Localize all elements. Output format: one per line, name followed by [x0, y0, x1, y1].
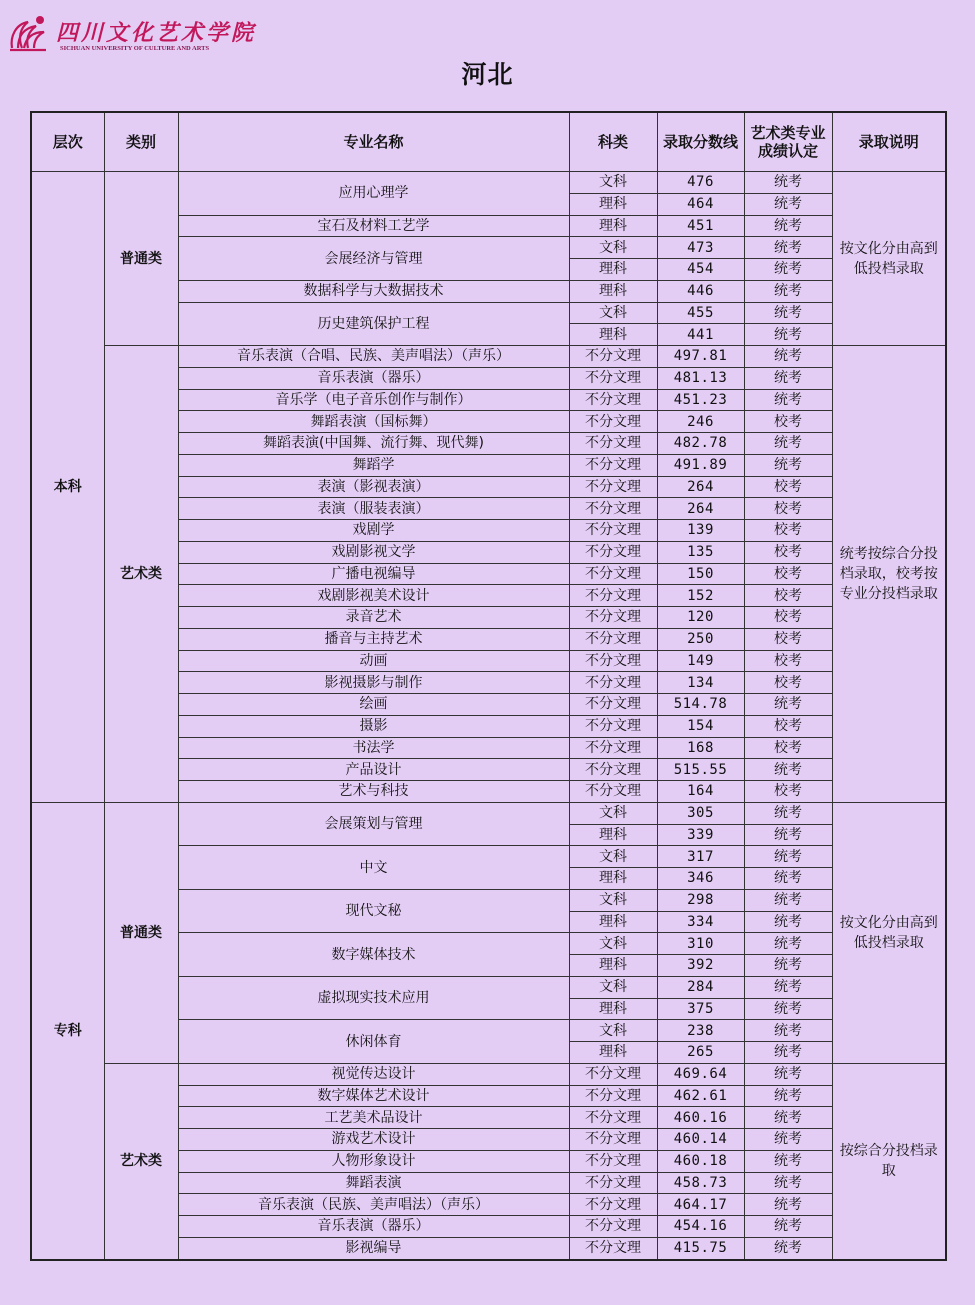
score-cell: 451 [657, 215, 744, 237]
major-name-cell: 会展策划与管理 [178, 802, 569, 846]
subject-type-cell: 不分文理 [569, 628, 657, 650]
major-name-cell: 舞蹈学 [178, 454, 569, 476]
major-name-cell: 动画 [178, 650, 569, 672]
certification-cell: 统考 [744, 1085, 832, 1107]
score-cell: 491.89 [657, 454, 744, 476]
certification-cell: 统考 [744, 846, 832, 868]
subject-type-cell: 不分文理 [569, 1194, 657, 1216]
score-cell: 462.61 [657, 1085, 744, 1107]
subject-type-cell: 理科 [569, 1042, 657, 1064]
score-cell: 135 [657, 541, 744, 563]
major-name-cell: 游戏艺术设计 [178, 1129, 569, 1151]
certification-cell: 统考 [744, 976, 832, 998]
certification-cell: 统考 [744, 215, 832, 237]
major-name-cell: 宝石及材料工艺学 [178, 215, 569, 237]
certification-cell: 统考 [744, 259, 832, 281]
certification-cell: 统考 [744, 1237, 832, 1259]
certification-cell: 校考 [744, 411, 832, 433]
category-cell: 艺术类 [104, 1063, 178, 1259]
score-cell: 451.23 [657, 389, 744, 411]
column-header: 录取分数线 [657, 112, 744, 172]
certification-cell: 统考 [744, 1194, 832, 1216]
certification-cell: 统考 [744, 998, 832, 1020]
score-cell: 339 [657, 824, 744, 846]
major-name-cell: 工艺美术品设计 [178, 1107, 569, 1129]
major-name-cell: 艺术与科技 [178, 781, 569, 803]
certification-cell: 统考 [744, 824, 832, 846]
major-name-cell: 现代文秘 [178, 889, 569, 933]
subject-type-cell: 不分文理 [569, 498, 657, 520]
certification-cell: 统考 [744, 1216, 832, 1238]
major-name-cell: 休闲体育 [178, 1020, 569, 1064]
school-name: 四川文化艺术学院 [56, 20, 257, 46]
score-cell: 154 [657, 715, 744, 737]
score-cell: 481.13 [657, 367, 744, 389]
major-name-cell: 音乐表演（器乐） [178, 367, 569, 389]
admission-note-cell: 统考按综合分投档录取，校考按专业分投档录取 [832, 346, 946, 803]
school-name-en: SICHUAN UNIVERSITY OF CULTURE AND ARTS [60, 45, 210, 52]
score-cell: 514.78 [657, 694, 744, 716]
certification-cell: 统考 [744, 433, 832, 455]
score-cell: 515.55 [657, 759, 744, 781]
certification-cell: 统考 [744, 172, 832, 194]
score-cell: 460.14 [657, 1129, 744, 1151]
table-row [31, 1063, 946, 1085]
subject-type-cell: 不分文理 [569, 607, 657, 629]
column-header: 层次 [31, 112, 104, 172]
subject-type-cell: 理科 [569, 998, 657, 1020]
subject-type-cell: 不分文理 [569, 563, 657, 585]
certification-cell: 统考 [744, 868, 832, 890]
certification-cell: 统考 [744, 911, 832, 933]
score-cell: 446 [657, 280, 744, 302]
score-cell: 464.17 [657, 1194, 744, 1216]
subject-type-cell: 理科 [569, 215, 657, 237]
certification-cell: 统考 [744, 302, 832, 324]
subject-type-cell: 不分文理 [569, 367, 657, 389]
major-name-cell: 数字媒体技术 [178, 933, 569, 977]
certification-cell: 统考 [744, 1129, 832, 1151]
column-header: 类别 [104, 112, 178, 172]
admission-note-cell: 按文化分由高到低投档录取 [832, 802, 946, 1063]
subject-type-cell: 不分文理 [569, 1216, 657, 1238]
score-cell: 334 [657, 911, 744, 933]
certification-cell: 校考 [744, 563, 832, 585]
certification-cell: 校考 [744, 607, 832, 629]
major-name-cell: 表演（影视表演） [178, 476, 569, 498]
subject-type-cell: 不分文理 [569, 1150, 657, 1172]
subject-type-cell: 不分文理 [569, 411, 657, 433]
certification-cell: 统考 [744, 389, 832, 411]
score-cell: 346 [657, 868, 744, 890]
score-cell: 284 [657, 976, 744, 998]
level-cell: 专科 [31, 802, 104, 1259]
category-cell: 普通类 [104, 802, 178, 1063]
major-name-cell: 舞蹈表演(中国舞、流行舞、现代舞) [178, 433, 569, 455]
subject-type-cell: 不分文理 [569, 476, 657, 498]
major-name-cell: 录音艺术 [178, 607, 569, 629]
major-name-cell: 舞蹈表演 [178, 1172, 569, 1194]
subject-type-cell: 不分文理 [569, 585, 657, 607]
subject-type-cell: 文科 [569, 237, 657, 259]
score-cell: 497.81 [657, 346, 744, 368]
certification-cell: 校考 [744, 498, 832, 520]
subject-type-cell: 不分文理 [569, 541, 657, 563]
column-header: 录取说明 [832, 112, 946, 172]
subject-type-cell: 不分文理 [569, 737, 657, 759]
subject-type-cell: 不分文理 [569, 650, 657, 672]
major-name-cell: 虚拟现实技术应用 [178, 976, 569, 1020]
score-cell: 441 [657, 324, 744, 346]
subject-type-cell: 不分文理 [569, 759, 657, 781]
subject-type-cell: 不分文理 [569, 1129, 657, 1151]
score-cell: 152 [657, 585, 744, 607]
subject-type-cell: 不分文理 [569, 1063, 657, 1085]
column-header: 艺术类专业成绩认定 [744, 112, 832, 172]
score-cell: 310 [657, 933, 744, 955]
score-cell: 454.16 [657, 1216, 744, 1238]
certification-cell: 校考 [744, 476, 832, 498]
page-title: 河北 [461, 60, 514, 89]
certification-cell: 统考 [744, 346, 832, 368]
major-name-cell: 人物形象设计 [178, 1150, 569, 1172]
score-cell: 476 [657, 172, 744, 194]
school-logo [6, 8, 257, 56]
subject-type-cell: 不分文理 [569, 433, 657, 455]
certification-cell: 校考 [744, 737, 832, 759]
certification-cell: 统考 [744, 933, 832, 955]
score-cell: 317 [657, 846, 744, 868]
subject-type-cell: 不分文理 [569, 520, 657, 542]
major-name-cell: 音乐表演（民族、美声唱法）（声乐） [178, 1194, 569, 1216]
major-name-cell: 舞蹈表演（国标舞） [178, 411, 569, 433]
subject-type-cell: 不分文理 [569, 1107, 657, 1129]
subject-type-cell: 不分文理 [569, 715, 657, 737]
score-cell: 454 [657, 259, 744, 281]
certification-cell: 校考 [744, 650, 832, 672]
subject-type-cell: 理科 [569, 193, 657, 215]
score-cell: 415.75 [657, 1237, 744, 1259]
subject-type-cell: 不分文理 [569, 389, 657, 411]
major-name-cell: 会展经济与管理 [178, 237, 569, 281]
major-name-cell: 影视摄影与制作 [178, 672, 569, 694]
score-cell: 264 [657, 498, 744, 520]
major-name-cell: 历史建筑保护工程 [178, 302, 569, 346]
major-name-cell: 音乐学（电子音乐创作与制作） [178, 389, 569, 411]
subject-type-cell: 文科 [569, 172, 657, 194]
subject-type-cell: 理科 [569, 868, 657, 890]
major-name-cell: 广播电视编导 [178, 563, 569, 585]
subject-type-cell: 不分文理 [569, 454, 657, 476]
certification-cell: 统考 [744, 454, 832, 476]
major-name-cell: 戏剧学 [178, 520, 569, 542]
certification-cell: 统考 [744, 802, 832, 824]
certification-cell: 统考 [744, 324, 832, 346]
major-name-cell: 绘画 [178, 694, 569, 716]
major-name-cell: 应用心理学 [178, 172, 569, 216]
subject-type-cell: 文科 [569, 1020, 657, 1042]
table-row [31, 802, 946, 824]
column-header: 科类 [569, 112, 657, 172]
certification-cell: 统考 [744, 694, 832, 716]
table-row [31, 346, 946, 368]
major-name-cell: 播音与主持艺术 [178, 628, 569, 650]
score-cell: 460.16 [657, 1107, 744, 1129]
certification-cell: 校考 [744, 672, 832, 694]
score-cell: 464 [657, 193, 744, 215]
major-name-cell: 音乐表演（合唱、民族、美声唱法）（声乐） [178, 346, 569, 368]
major-name-cell: 视觉传达设计 [178, 1063, 569, 1085]
certification-cell: 统考 [744, 237, 832, 259]
score-cell: 473 [657, 237, 744, 259]
score-cell: 469.64 [657, 1063, 744, 1085]
table-row [31, 172, 946, 194]
subject-type-cell: 文科 [569, 302, 657, 324]
score-cell: 139 [657, 520, 744, 542]
subject-type-cell: 理科 [569, 824, 657, 846]
subject-type-cell: 文科 [569, 846, 657, 868]
score-cell: 246 [657, 411, 744, 433]
certification-cell: 校考 [744, 781, 832, 803]
subject-type-cell: 不分文理 [569, 346, 657, 368]
table-header-row [31, 112, 946, 172]
subject-type-cell: 不分文理 [569, 672, 657, 694]
score-cell: 482.78 [657, 433, 744, 455]
certification-cell: 统考 [744, 1063, 832, 1085]
subject-type-cell: 文科 [569, 933, 657, 955]
subject-type-cell: 不分文理 [569, 781, 657, 803]
score-cell: 265 [657, 1042, 744, 1064]
major-name-cell: 戏剧影视美术设计 [178, 585, 569, 607]
admission-score-table [30, 111, 947, 1261]
score-cell: 149 [657, 650, 744, 672]
subject-type-cell: 文科 [569, 802, 657, 824]
major-name-cell: 书法学 [178, 737, 569, 759]
subject-type-cell: 理科 [569, 955, 657, 977]
certification-cell: 校考 [744, 585, 832, 607]
certification-cell: 校考 [744, 520, 832, 542]
certification-cell: 统考 [744, 367, 832, 389]
score-cell: 250 [657, 628, 744, 650]
score-cell: 168 [657, 737, 744, 759]
major-name-cell: 戏剧影视文学 [178, 541, 569, 563]
score-cell: 150 [657, 563, 744, 585]
score-cell: 460.18 [657, 1150, 744, 1172]
subject-type-cell: 理科 [569, 324, 657, 346]
column-header: 专业名称 [178, 112, 569, 172]
subject-type-cell: 文科 [569, 889, 657, 911]
subject-type-cell: 不分文理 [569, 1172, 657, 1194]
certification-cell: 统考 [744, 759, 832, 781]
subject-type-cell: 文科 [569, 976, 657, 998]
score-cell: 305 [657, 802, 744, 824]
major-name-cell: 摄影 [178, 715, 569, 737]
score-cell: 164 [657, 781, 744, 803]
major-name-cell: 影视编导 [178, 1237, 569, 1259]
certification-cell: 校考 [744, 715, 832, 737]
major-name-cell: 数据科学与大数据技术 [178, 280, 569, 302]
level-cell: 本科 [31, 172, 104, 803]
admission-note-cell: 按文化分由高到低投档录取 [832, 172, 946, 346]
score-cell: 455 [657, 302, 744, 324]
score-cell: 298 [657, 889, 744, 911]
certification-cell: 统考 [744, 280, 832, 302]
certification-cell: 统考 [744, 1107, 832, 1129]
score-cell: 458.73 [657, 1172, 744, 1194]
subject-type-cell: 理科 [569, 280, 657, 302]
certification-cell: 统考 [744, 1020, 832, 1042]
score-cell: 392 [657, 955, 744, 977]
major-name-cell: 数字媒体艺术设计 [178, 1085, 569, 1107]
subject-type-cell: 不分文理 [569, 1085, 657, 1107]
certification-cell: 统考 [744, 1172, 832, 1194]
certification-cell: 统考 [744, 955, 832, 977]
certification-cell: 统考 [744, 193, 832, 215]
school-emblem-icon [6, 8, 54, 56]
certification-cell: 校考 [744, 628, 832, 650]
score-cell: 134 [657, 672, 744, 694]
major-name-cell: 表演（服装表演） [178, 498, 569, 520]
score-cell: 264 [657, 476, 744, 498]
major-name-cell: 中文 [178, 846, 569, 890]
score-cell: 238 [657, 1020, 744, 1042]
score-cell: 375 [657, 998, 744, 1020]
subject-type-cell: 不分文理 [569, 1237, 657, 1259]
major-name-cell: 产品设计 [178, 759, 569, 781]
subject-type-cell: 理科 [569, 911, 657, 933]
category-cell: 艺术类 [104, 346, 178, 803]
certification-cell: 统考 [744, 1042, 832, 1064]
major-name-cell: 音乐表演（器乐） [178, 1216, 569, 1238]
certification-cell: 统考 [744, 1150, 832, 1172]
admission-note-cell: 按综合分投档录取 [832, 1063, 946, 1259]
score-cell: 120 [657, 607, 744, 629]
certification-cell: 统考 [744, 889, 832, 911]
certification-cell: 校考 [744, 541, 832, 563]
category-cell: 普通类 [104, 172, 178, 346]
subject-type-cell: 不分文理 [569, 694, 657, 716]
subject-type-cell: 理科 [569, 259, 657, 281]
table-body [31, 172, 946, 1260]
